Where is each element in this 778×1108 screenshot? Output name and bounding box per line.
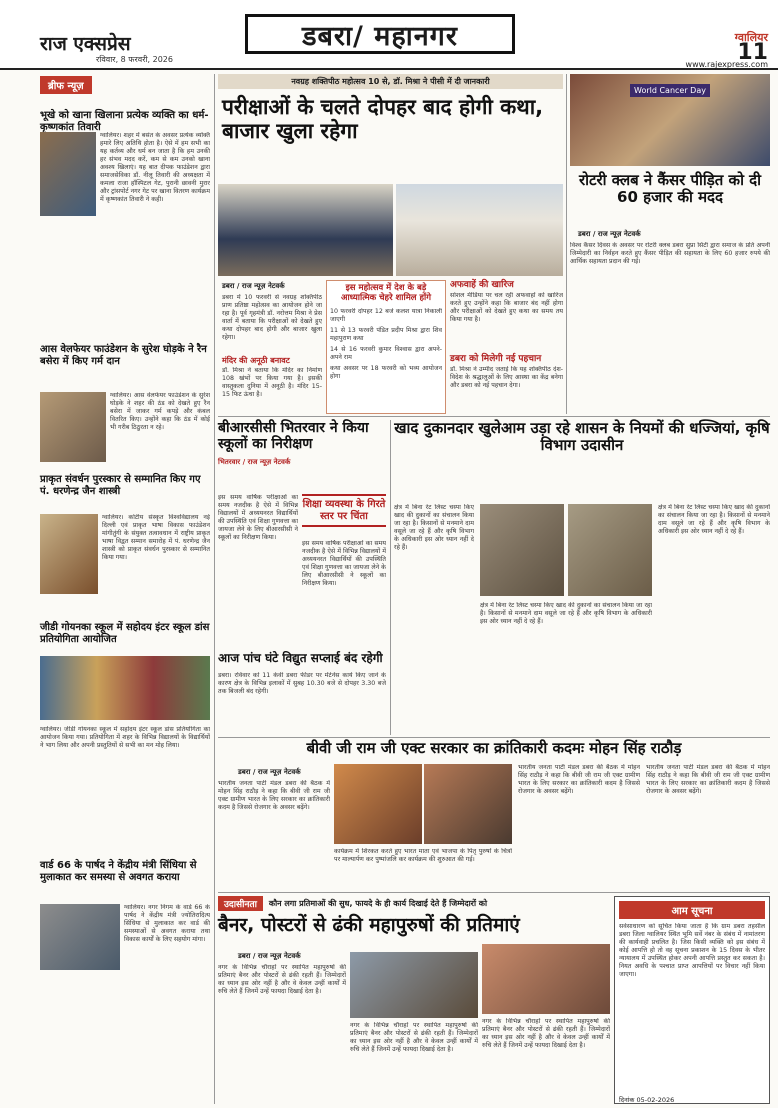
rotary-photo [570, 74, 770, 166]
story-headline: रोटरी क्लब ने कैंसर पीड़ित को दी 60 हजार की मदद [578, 171, 762, 207]
side-subhead: अफवाहें की खारिज [450, 280, 514, 290]
photo-caption: कार्यक्रम में शिरकत करते हुए भारत माता एवं भाजपा के पितृ पुरुषों के चित्रों पर माल्यार्पण कर पुष्पांजलि कर कार्यक्रम की शुरुआत की गई। [334, 848, 512, 863]
rotary-story [570, 74, 770, 414]
section-label: ब्रीफ न्यूज़ [40, 76, 92, 94]
brief-headline: आस वेलफेयर फाउंडेशन के सुरेश घोड़के ने रैन बसेरा में किए गर्म दान [40, 344, 207, 367]
meeting-photo [424, 764, 512, 844]
notice-date: दिनांक 05-02-2026 [619, 1096, 675, 1104]
side-subhead: डबरा को मिलेगी नई पहचान [450, 354, 542, 364]
page-title: डबरा/ महानगर [245, 14, 515, 54]
story-text: भारतीय जनता पार्टी मंडल डबरा की बैठक में मोहन सिंह राठौड़ ने कहा कि बीवी जी राम जी एक्ट ग्रामीण भारत के लिए सरकार का क्रांतिकारी कदम है जिससे रोजगार के अवसर बढ़ेंगे। [518, 764, 640, 795]
top-story [218, 74, 563, 414]
statue-photo [482, 944, 610, 1014]
brief-text: ग्वालियर। जीडी गोयनका स्कूल में सहोदय इंटर स्कूल डांस प्रतियोगिता का आयोजन किया गया। प्रतियोगिता में शहर के विभिन्न विद्यालयों के विद्यार्थियों ने भाग लिया और अपनी प्रस्तुतियों से सभी का मन मोह लिया। [40, 726, 210, 749]
byline: डबरा / राज न्यूज़ नेटवर्क [578, 230, 641, 238]
story-text: इस समय वार्षिक परीक्षाओं का समय नजदीक है ऐसे में विभिन्न विद्यालयों में अध्ययनरत विद्यार्थियों की उपस्थिति एवं शिक्षा गुणवत्ता का जायजा लेने के लिए बीआरसीसी ने स्कूलों का निरीक्षण किया। [218, 494, 298, 541]
brief-headline: प्राकृत संवर्धन पुरस्कार से सम्मानित किए गए पं. धरणेन्द्र जैन शास्त्री [40, 474, 201, 497]
news-photo [40, 656, 210, 720]
statues-story [218, 896, 610, 1106]
story-text: नगर के विभिन्न चौराहों पर स्थापित महापुरुषों की प्रतिमाएं बैनर और पोस्टरों से ढंकी रहती हैं। जिम्मेदारों का ध्यान इस ओर नहीं है और वे केवल उन्हीं कार्यों में रुचि लेते हैं जिनमें उन्हें फायदा दिखाई देता है। [218, 964, 346, 995]
side-text: सोशल मीडिया पर चल रही अफवाहों को खारिज करते हुए उन्होंने कहा कि बाजार बंद नहीं होगा और परीक्षाओं को देखते हुए कथा का समय तय किया गया है। [450, 292, 563, 323]
news-photo [40, 514, 98, 594]
brief-news-column [40, 74, 210, 1074]
story-text: क्षेत्र में बिना रेट लिस्ट चस्पा किए खाद की दुकानों का संचालन किया जा रहा है। किसानों से मनमाने दाम वसूले जा रहे हैं और कृषि विभाग के अधिकारी इस ओर ध्यान नहीं दे रहे हैं। [480, 602, 652, 625]
side-text: डॉ. मिश्रा ने उम्मीद जताई कि यह शक्तिपीठ देश-विदेश के श्रद्धालुओं के लिए आस्था का केंद्र बनेगा और डबरा को नई पहचान देगा। [450, 366, 563, 389]
story-text: भारतीय जनता पार्टी मंडल डबरा की बैठक में मोहन सिंह राठौड़ ने कहा कि बीवी जी राम जी एक्ट ग्रामीण भारत के लिए सरकार का क्रांतिकारी कदम है जिससे रोजगार के अवसर बढ़ेंगे। [646, 764, 770, 795]
page-number: 11 [737, 40, 768, 65]
story-text: डबरा। रविवार को 11 केवी डबरा फीडर पर मेंटेनेंस कार्य किए जाने के कारण क्षेत्र के विभिन्न इलाकों में सुबह 10.30 बजे से दोपहर 3.30 बजे तक बिजली बंद रहेगी। [218, 672, 386, 695]
story-headline: बैनर, पोस्टरों से ढंकी महापुरुषों की प्रतिमाएं [218, 914, 520, 936]
brief-headline: भूखे को खाना खिलाना प्रत्येक व्यक्ति का धर्म- कृष्णकांत तिवारी [40, 110, 209, 133]
story-tag: उदासीनता [218, 896, 263, 911]
event-item: 11 से 13 फरवरी पंडित प्रदीप मिश्रा द्वारा शिव महापुराण कथा [330, 326, 442, 342]
story-headline: आज पांच घंटे विद्युत सप्लाई बंद रहेगी [218, 651, 383, 665]
byline: डबरा / राज न्यूज़ नेटवर्क [222, 282, 285, 290]
story-headline: परीक्षाओं के चलते दोपहर बाद होगी कथा, बाजार खुला रहेगा [222, 95, 544, 144]
events-box [326, 280, 446, 414]
byline: भितरवार / राज न्यूज़ नेटवर्क [218, 458, 291, 467]
shop-photo [480, 504, 564, 596]
bjp-story [218, 740, 770, 890]
brief-text: ग्वालियर। नगर निगम के वार्ड 66 के पार्षद ने केंद्रीय मंत्री ज्योतिरादित्य सिंधिया से मुलाकात कर वार्ड की समस्याओं से अवगत कराया तथा विकास कार्यों के लिए सहयोग मांगा। [124, 904, 210, 943]
brief-headline: जीडी गोयनका स्कूल में सहोदय इंटर स्कूल डांस प्रतियोगिता आयोजित [40, 622, 210, 645]
byline: डबरा / राज न्यूज़ नेटवर्क [238, 952, 301, 960]
news-photo [40, 392, 106, 462]
story-text: क्षेत्र में बिना रेट लिस्ट चस्पा किए खाद की दुकानों का संचालन किया जा रहा है। किसानों से मनमाने दाम वसूले जा रहे हैं और कृषि विभाग के अधिकारी इस ओर ध्यान नहीं दे रहे हैं। [658, 504, 770, 535]
city-name: ग्वालियर [734, 31, 768, 44]
event-item: 14 से 16 फरवरी कुमार विश्वास द्वारा अपने-अपने राम [330, 345, 442, 361]
story-text: भारतीय जनता पार्टी मंडल डबरा की बैठक में मोहन सिंह राठौड़ ने कहा कि बीवी जी राम जी एक्ट ग्रामीण भारत के लिए सरकार का क्रांतिकारी कदम है जिससे रोजगार के अवसर बढ़ेंगे। [218, 780, 330, 811]
school-story [218, 420, 386, 735]
shop-photo [568, 504, 652, 596]
brand-name: राज एक्सप्रेस [40, 33, 131, 55]
story-headline: खाद दुकानदार खुलेआम उड़ा रहे शासन के नियमों की धज्जियां, कृषि विभाग उदासीन [394, 419, 770, 455]
brief-text: ग्वालियर। आस वेलफेयर फाउंडेशन के सुरेश घोड़के ने शहर की ठंड को देखते हुए रैन बसेरा में जाकर गर्म कपड़े और कंबल वितरित किए। उन्होंने कहा कि ठंड में कोई भी गरीब ठिठुरता न रहे। [110, 392, 210, 431]
event-item: 10 फरवरी दोपहर 12 बजे कलश यात्रा निकाली जाएगी [330, 307, 442, 323]
news-photo [40, 132, 96, 216]
banner-text: World Cancer Day [630, 84, 710, 97]
notice-text: सर्वसाधारण को सूचित किया जाता है कि ग्राम डबरा तहसील डबरा जिला ग्वालियर स्थित भूमि सर्वे नंबर के संबंध में नामांतरण की कार्यवाही प्रचलित है। जिस किसी व्यक्ति को इस संबंध में कोई आपत्ति हो तो वह सूचना प्रकाशन के 15 दिवस के भीतर न्यायालय में उपस्थित होकर अपनी आपत्ति प्रस्तुत कर सकता है। नियत अवधि के पश्चात प्राप्त आपत्तियों पर विचार नहीं किया जाएगा। [619, 923, 765, 978]
website-link[interactable]: www.rajexpress.com [685, 60, 768, 69]
story-text: नगर के विभिन्न चौराहों पर स्थापित महापुरुषों की प्रतिमाएं बैनर और पोस्टरों से ढंकी रहती हैं। जिम्मेदारों का ध्यान इस ओर नहीं है और वे केवल उन्हीं कार्यों में रुचि लेते हैं जिनमें उन्हें फायदा दिखाई देता है। [350, 1022, 478, 1053]
story-text: इस समय वार्षिक परीक्षाओं का समय नजदीक है ऐसे में विभिन्न विद्यालयों में अध्ययनरत विद्यार्थियों की उपस्थिति एवं शिक्षा गुणवत्ता का जायजा लेने के लिए बीआरसीसी ने स्कूलों का निरीक्षण किया। [302, 540, 386, 587]
story-text: क्षेत्र में बिना रेट लिस्ट चस्पा किए खाद की दुकानों का संचालन किया जा रहा है। किसानों से मनमाने दाम वसूले जा रहे हैं और कृषि विभाग के अधिकारी इस ओर ध्यान नहीं दे रहे हैं। [394, 504, 474, 551]
story-kicker: कौन लगा प्रतिमाओं की सुध, फायदे के ही कार्य दिखाई देते हैं जिम्मेदारों को [268, 899, 488, 908]
story-text: नगर के विभिन्न चौराहों पर स्थापित महापुरुषों की प्रतिमाएं बैनर और पोस्टरों से ढंकी रहती हैं। जिम्मेदारों का ध्यान इस ओर नहीं है और वे केवल उन्हीं कार्यों में रुचि लेते हैं जिनमें उन्हें फायदा दिखाई देता है। [482, 1018, 610, 1049]
story-headline: बीवी जी राम जी एक्ट सरकार का क्रांतिकारी कदमः मोहन सिंह राठौड़ [306, 739, 682, 757]
dateline: रविवार, 8 फरवरी, 2026 [96, 55, 173, 64]
temple-photo [396, 184, 563, 276]
pull-quote: शिक्षा व्यवस्था के गिरते स्तर पर चिंता [302, 494, 386, 527]
story-text: डबरा में 10 फरवरी से नवग्रह शक्तिपीठ प्राण प्रतिष्ठा महोत्सव का आयोजन होने जा रहा है। पूर्व गृहमंत्री डॉ. नरोत्तम मिश्रा ने प्रेस वार्ता में बताया कि परीक्षाओं को देखते हुए कथा दोपहर बाद होगी और बाजार खुला रहेगा। [222, 294, 322, 341]
press-conference-photo [218, 184, 393, 276]
story-subhead: मंदिर की अनूठी बनावट [222, 356, 290, 365]
news-photo [40, 904, 120, 970]
brief-headline: वार्ड 66 के पार्षद ने केंद्रीय मंत्री सिंधिया से मुलाकात कर समस्या से अवगत कराया [40, 860, 197, 883]
meeting-photo [334, 764, 422, 844]
public-notice [614, 896, 770, 1104]
events-box-title: इस महोत्सव में देश के बड़े आध्यात्मिक चेहरे शामिल होंगे [340, 283, 431, 303]
brief-text: ग्वालियर। शहर में बसंत के अवसर प्रत्येक व्यक्ति हमारे लिए अतिथि होता है। ऐसे में हम सभी का यह कर्तव्य और धर्म बन जाता है कि हम उनकी हर संभव मदद करें, कम से कम उनको खाना अवश्य खिलाएं। यह बात दीपक फाउंडेशन द्वारा समाजसेविका डॉ. नीलू तिवारी की अध्यक्षता में कमला राजा हॉस्पिटल गेट, पुरानी छावनी मुरार और ट्रांसपोर्ट नगर गेट पर खाना वितरण कार्यक्रम में कृष्णकांत तिवारी ने कही। [100, 132, 210, 203]
story-kicker: नवग्रह शक्तिपीठ महोत्सव 10 से, डॉ. मिश्रा ने पीसी में दी जानकारी [218, 74, 563, 89]
story-text: डॉ. मिश्रा ने बताया कि मंदिर का निर्माण 108 खंभों पर किया गया है। इसकी वास्तुकला दुनिया में अनूठी है। मंदिर 15-15 फिट ऊंचा है। [222, 367, 322, 398]
notice-title: आम सूचना [619, 901, 765, 919]
byline: डबरा / राज न्यूज़ नेटवर्क [238, 768, 301, 776]
statue-photo [350, 952, 478, 1018]
masthead-bar [0, 0, 778, 70]
brief-text: ग्वालियर। कोटीय संस्कृत विश्वविद्यालय नई दिल्ली एवं प्राकृत भाषा विकास फाउंडेशन मांगीतुंगी के संयुक्त तत्वावधान में राष्ट्रीय प्राकृत भाषा विद्वत सम्मान समारोह में पं. धरणेन्द्र जैन शास्त्री को प्राकृत संवर्धन पुरस्कार से सम्मानित किया गया। [102, 514, 210, 561]
fertilizer-story [394, 420, 770, 735]
story-text: विश्व कैंसर दिवस के अवसर पर रोटरी क्लब डबरा सुप्रा सिटी द्वारा समाज के प्रति अपनी जिम्मेदारी का निर्वहन करते हुए कैंसर पीड़ित की सहायता के लिए 60 हजार रुपये की आर्थिक सहायता प्रदान की गई। [570, 242, 770, 265]
story-headline: बीआरसीसी भितरवार ने किया स्कूलों का निरीक्षण [218, 420, 369, 453]
event-item: कथा अवसर पर 18 फरवरी को भव्य आयोजन होगा [330, 364, 442, 380]
